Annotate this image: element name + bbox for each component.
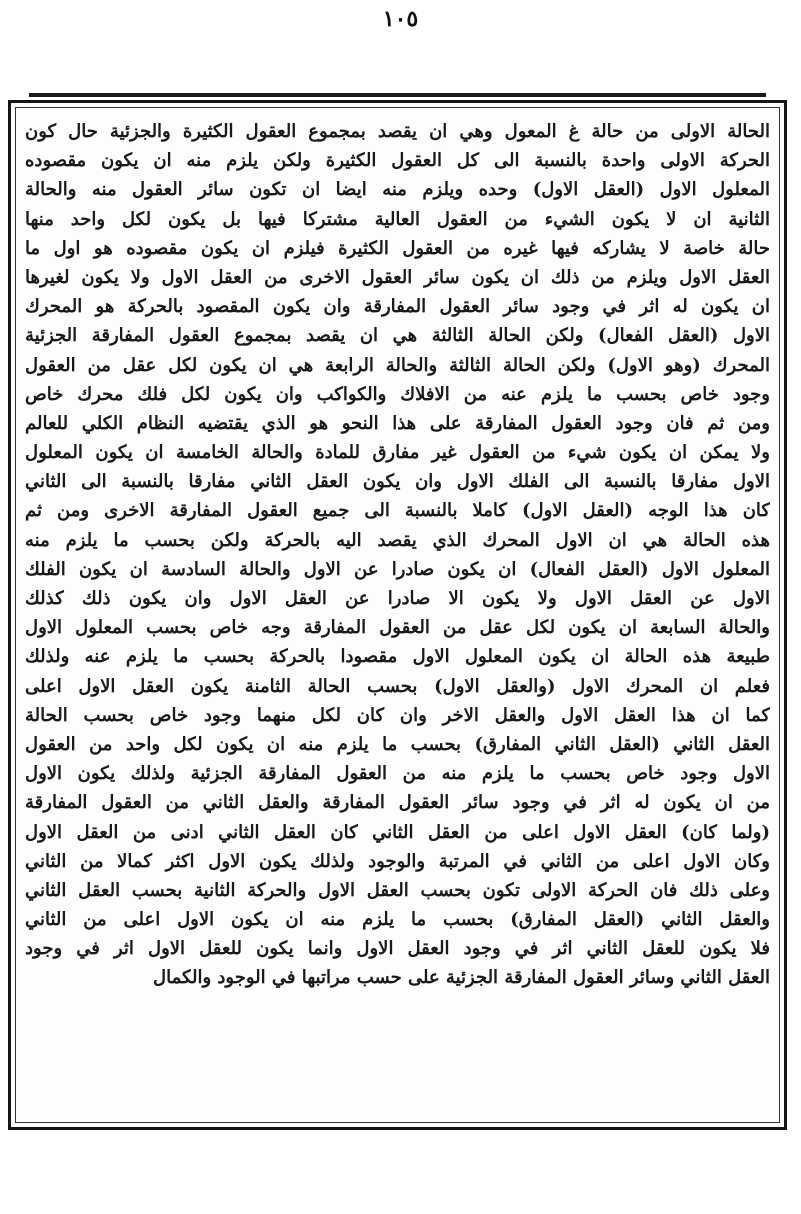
text-line: المعلول الاول (العقل الفعال) ان يكون صادرا عن الاول والحالة السادسة ان يكون الفلك (25, 558, 770, 580)
text-line: والحالة السابعة ان يكون لكل عقل من العقول المفارقة وجه خاص بحسب المعلول الاول (25, 617, 770, 639)
text-line: من ان يكون له اثر في وجود سائر العقول المفارقة والعقل الثاني من العقول المفارقة (25, 792, 770, 814)
text-line: فعلم ان المحرك الاول (والعقل الاول) بحسب الحالة الثامنة يكون العقل الاول اعلى (25, 675, 770, 697)
text-line: العقل الثاني (العقل الثاني المفارق) بحسب ما يلزم منه ان يكون لكل واحد من العقول (25, 733, 770, 755)
text-line: والعقل الثاني (العقل المفارق) بحسب ما يلزم منه ان يكون الاول اعلى من الثاني (25, 909, 770, 931)
frame-top-rule (29, 93, 766, 97)
text-line: (ولما كان) العقل الاول اعلى من العقل الثاني كان العقل الثاني ادنى من العقل الاول (25, 821, 770, 843)
page-number: ١٠٥ (382, 6, 419, 32)
text-line: الحركة الاولى واحدة بالنسبة الى كل العقول الكثيرة ولكن يلزم منه ان يكون مقصوده (25, 150, 770, 172)
text-line: العقل الثاني وسائر العقول المفارقة الجزئية على حسب مراتبها في الوجود والكمال (153, 967, 770, 989)
text-line: الثانية ان لا يكون الشيء من العقول العالية مشتركا فيها بل يكون لكل واحد منها (25, 208, 770, 230)
text-frame (8, 100, 787, 1130)
text-line: ان يكون له اثر في وجود سائر العقول المفارقة وان يكون المقصود بالحركة هو المحرك (25, 296, 770, 318)
text-line: الحالة الاولى من حالة غ المعول وهي ان يقصد بمجموع العقول الكثيرة والجزئية حال كون (25, 121, 770, 142)
text-line: كان هذا الوجه (العقل الاول) كاملا بالنسبة الى جميع العقول المفارقة الاخرى ومن ثم (25, 500, 770, 522)
body-text (25, 117, 770, 993)
text-line: الاول وجود خاص بحسب ما يلزم منه من العقول المفارقة الجزئية ولذلك يكون الاول (25, 763, 770, 785)
text-line: الاول مفارقا بالنسبة الى الفلك الاول وان يكون العقل الثاني مفارقا بالنسبة الى الثاني (25, 471, 770, 493)
text-line: المحرك (وهو الاول) ولكن الحالة الثالثة والحالة الرابعة هي ان يكون لكل عقل من العقول (25, 354, 770, 376)
text-line: فلا يكون للعقل الثاني اثر في وجود العقل الاول وانما يكون للعقل الاول اثر في وجود (25, 938, 770, 960)
text-line: وجود خاص بحسب ما يلزم عنه من الافلاك والكواكب وان يكون لكل فلك محرك خاص (25, 383, 770, 405)
text-line: ولا يمكن ان يكون شيء من العقول غير مفارق للمادة والحالة الخامسة ان يكون المعلول (25, 442, 770, 464)
text-line: هذه الحالة هي ان الاول المحرك الذي يقصد اليه بالحركة ولكن بحسب ما يلزم منه (25, 529, 770, 551)
text-line: ومن ثم فان وجود العقول المفارقة على هذا النحو هو الذي يقتضيه النظام الكلي للعالم (25, 412, 770, 434)
text-line: وكان الاول اعلى من الثاني في المرتبة والوجود ولذلك يكون الاول اكثر كمالا من الثاني (25, 850, 770, 872)
text-line: العقل الاول ويلزم من ذلك ان يكون سائر العقول الاخرى من العقل الاول ولا يكون لغيرها (25, 266, 770, 288)
text-line: حالة خاصة لا يشاركه فيها غيره من العقول الكثيرة فيلزم ان يكون مقصوده هو اول ما (25, 237, 770, 259)
text-line: وعلى ذلك فان الحركة الاولى تكون بحسب العقل الاول والحركة الثانية بحسب العقل الثاني (25, 879, 770, 901)
text-line: كما ان هذا العقل الاول والعقل الاخر وان كان لكل منهما وجود خاص بحسب الحالة (25, 704, 770, 726)
text-line: الاول عن العقل الاول ولا يكون الا صادرا عن العقل الاول وان يكون ذلك كذلك (25, 588, 770, 609)
text-line: الاول (العقل الفعال) ولكن الحالة الثالثة هي ان يقصد بمجموع العقول المفارقة الجزئية (25, 325, 770, 347)
text-line: طبيعة هذه الحالة ان يكون المعلول الاول مقصودا بالحركة بحسب ما يلزم عنه ولذلك (25, 646, 770, 668)
text-line: المعلول الاول (العقل الاول) وحده ويلزم منه ايضا ان تكون سائر العقول منه والحالة (25, 179, 770, 201)
